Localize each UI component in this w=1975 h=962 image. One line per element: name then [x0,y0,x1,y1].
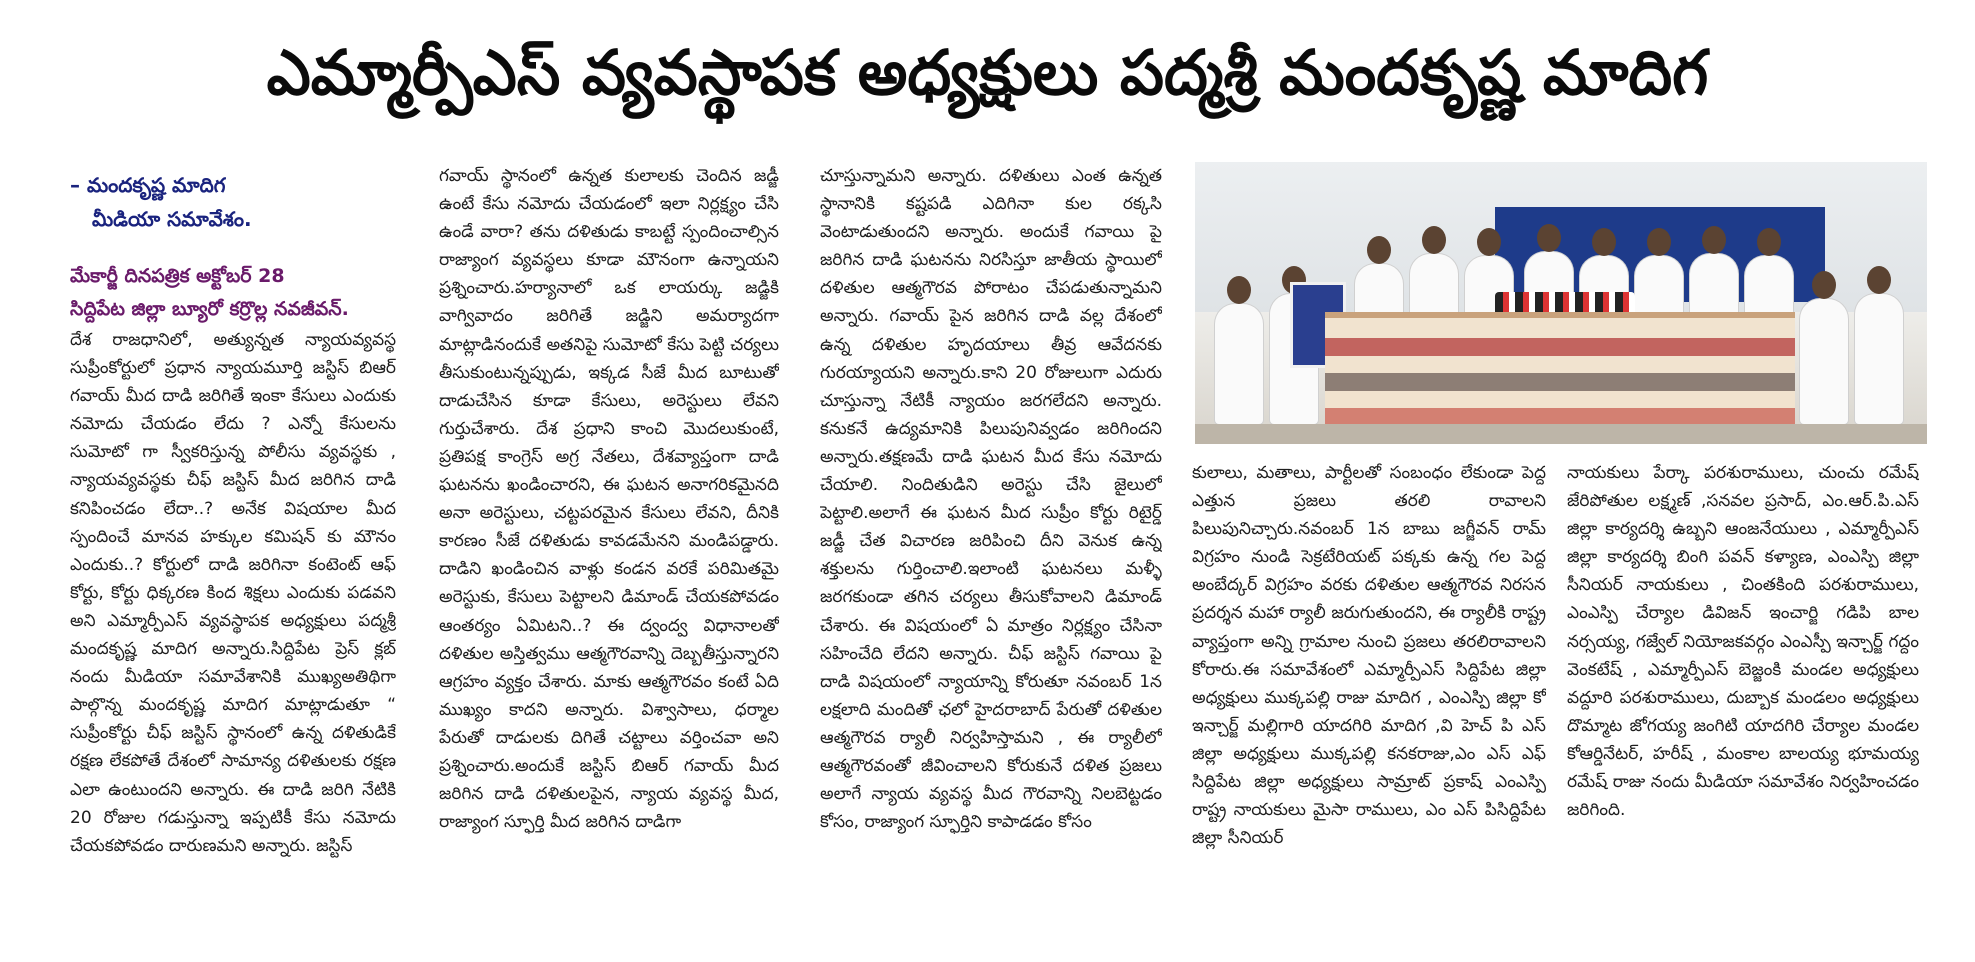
press-meet-photo [1195,162,1927,444]
photo-person [1855,294,1903,424]
column-3-text: చూస్తున్నామని అన్నారు. దళితులు ఎంత ఉన్నత స్థానానికి కష్టపడి ఎదిగినా కుల రక్కసి వెంటాడుతుందని అన్నారు. అందుకే గవాయి పై జరిగిన దాడి ఘటనను నిరసిస్తూ జాతీయ స్థాయిలో దళితుల ఆత్మగౌరవ పోరాటం చేపడుతున్నామని అన్నారు. గవాయ్ పైన జరిగిన దాడి వల్ల దేశంలో ఉన్న దళితుల హృదయాలు తీవ్ర ఆవేదనకు గురయ్యాయని అన్నారు.కాని 20 రోజులుగా ఎదురు చూస్తున్నా నేటికీ న్యాయం జరగలేదని అన్నారు. కనుకనే ఉద్యమానికి పిలుపునివ్వడం జరిగిందని అన్నారు.తక్షణమే దాడి ఘటన మీద కేసు నమోదు చేయాలి. నిందితుడిని అరెస్టు చేసి జైలులో పెట్టాలి.అలాగే ఈ ఘటన మీద సుప్రీం కోర్టు రిటైర్డ్ జడ్జీ చేత విచారణ జరిపించి దీని వెనుక ఉన్న శక్తులను గుర్తించాలి.ఇలాంటి ఘటనలు మళ్ళీ జరగకుండా తగిన చర్యలు తీసుకోవాలని డిమాండ్ చేశారు. ఈ విషయంలో ఏ మాత్రం నిర్లక్ష్యం చేసినా సహించేది లేదని అన్నారు. చీఫ్ జస్టిస్ గవాయి పై దాడి విషయంలో న్యాయాన్ని కోరుతూ నవంబర్ 1న లక్షలాది మందితో ఛలో హైదరాబాద్ పేరుతో దళితుల ఆత్మగౌరవ ర్యాలీ నిర్వహిస్తామని , ఈ ర్యాలీలో ఆత్మగౌరవంతో జీవించాలని కోరుకునే దళిత ప్రజలు అలాగే న్యాయ వ్యవస్థ మీద గౌరవాన్ని నిలబెట్టడం కోసం, రాజ్యాంగ స్ఫూర్తిని కాపాడడం కోసం [820,166,1162,833]
column-4-text: కులాలు, మతాలు, పార్టీలతో సంబంధం లేకుండా పెద్ద ఎత్తున ప్రజలు తరలి రావాలని పిలుపునిచ్చారు.నవంబర్ 1న బాబు జగ్జీవన్ రామ్ విగ్రహం నుండి సెక్రటేరియట్ పక్కకు ఉన్న గల పెద్ద అంబేద్కర్ విగ్రహం వరకు దళితుల ఆత్మగౌరవ నిరసన ప్రదర్శన మహా ర్యాలీ జరుగుతుందని, ఈ ర్యాలీకి రాష్ట్ర వ్యాప్తంగా అన్ని గ్రామాల నుంచి ప్రజలు తరలిరావాలని కోరారు.ఈ సమావేశంలో ఎమ్మార్పీఎస్ సిద్దిపేట జిల్లా అధ్యక్షులు ముక్కపల్లి రాజు మాదిగ , ఎంఎస్పి జిల్లా కో ఇన్చార్జ్ మల్లిగారి యాదగిరి మాదిగ ,వి హెచ్ పి ఎస్ జిల్లా అధ్యక్షులు ముక్కపల్లి కనకరాజు,ఎం ఎస్ ఎఫ్ సిద్దిపేట జిల్లా అధ్యక్షులు సామ్రాట్ ప్రకాష్ ఎంఎస్పి రాష్ట్ర నాయకులు మైసా రాములు, ఎం ఎస్ పిసిద్దిపేట జిల్లా సీనియర్ [1192,463,1546,849]
column-2 [439,162,779,932]
dateline-line1: మేకార్జీ దినపత్రిక అక్టోబర్ 28 [70,265,285,287]
photo-person [1800,299,1848,424]
byline-line2: మీడియా సమావేశం. [92,207,252,231]
column-1 [70,168,396,928]
column-4 [1192,459,1546,919]
column-3 [820,162,1162,932]
column-2-text: గవాయ్ స్థానంలో ఉన్నత కులాలకు చెందిన జడ్జీ ఉంటే కేసు నమోదు చేయడంలో ఇలా నిర్లక్ష్యం చేసి ఉండే వారా? తను దళితుడు కాబట్టే స్పందించాల్సిన రాజ్యాంగ వ్యవస్థలు కూడా మౌనంగా ఉన్నాయని ప్రశ్నించారు.హర్యానాలో ఒక లాయర్కు జడ్జికి వాగ్వివాదం జరిగితే జడ్జిని అమర్యాదగా మాట్లాడినందుకే అతనిపై సుమోటో కేసు పెట్టి చర్యలు తీసుకుంటున్నప్పుడు, ఇక్కడ సీజే మీద బూటుతో దాడుచేసిన కూడా కేసులు, అరెస్టులు లేవని గుర్తుచేశారు. దేశ ప్రధాని కాంచి మొదలుకుంటే, ప్రతిపక్ష కాంగ్రెస్ అగ్ర నేతలు, దేశవ్యాప్తంగా దాడి ఘటనను ఖండించారని, ఈ ఘటన అనాగరికమైనది అనా అరెస్టులు, చట్టపరమైన కేసులు లేవని, దీనికి కారణం సీజే దళితుడు కావడమేనని మండిపడ్డారు. దాడిని ఖండించిన వాళ్లు కండన వరకే పరిమితమై అరెస్టుకు, కేసులు పెట్టాలని డిమాండ్ చేయకపోవడం ఆంతర్యం ఏమిటని..? ఈ ద్వంద్వ విధానాలతో దళితుల అస్తిత్వము ఆత్మగౌరవాన్ని దెబ్బతీస్తున్నారని ఆగ్రహం వ్యక్తం చేశారు. మాకు ఆత్మగౌరవం కంటే ఏది ముఖ్యం కాదని అన్నారు. విశ్వాసాలు, ధర్మాల పేరుతో దాడులకు దిగితే చట్టాలు వర్తించవా అని ప్రశ్నించారు.అందుకే జస్టిస్ బిఆర్ గవాయ్ మీద జరిగిన దాడి దళితులపైన, న్యాయ వ్యవస్థ మీద, రాజ్యాంగ స్ఫూర్తి మీద జరిగిన దాడిగా [439,166,779,833]
dateline-line2: సిద్దిపేట జిల్లా బ్యూరో కర్రొల్ల నవజీవన్. [70,298,349,320]
photo-person [1215,304,1263,424]
photo-floor [1195,424,1927,444]
column-5 [1567,459,1919,919]
dateline [70,260,396,326]
column-5-text: నాయకులు పేర్కా పరశురాములు, చుంచు రమేష్ జేరిపోతుల లక్ష్మణ్ ,సనవల ప్రసాద్, ఎం.ఆర్.పి.ఎస్ జిల్లా కార్యదర్శి ఉబ్బని ఆంజనేయులు , ఎమ్మార్పీఎస్ జిల్లా కార్యదర్శి బింగి పవన్ కళ్యాణ, ఎంఎస్పి జిల్లా సీనియర్ నాయకులు , చింతకింది పరశురాములు, ఎంఎస్పి చేర్యాల డివిజన్ ఇంచార్జి గడిపి బాల నర్సయ్య, గజ్వేల్ నియోజకవర్గం ఎంఎస్పీ ఇన్చార్జ్ గద్దం వెంకటేష్ , ఎమ్మార్పీఎస్ బెజ్జంకి మండల అధ్యక్షులు వద్దూరి పరశురాములు, దుబ్బాక మండలం అధ్యక్షులు దొమ్మాట జోగయ్య జంగిటి యాదగిరి చేర్యాల మండల కోఆర్డినేటర్, హరీష్ , మంకాల బాలయ్య భూమయ్య రమేష్ రాజు నందు మీడియా సమావేశం నిర్వహించడం జరిగింది. [1567,463,1919,821]
column-1-text: దేశ రాజధానిలో, అత్యున్నత న్యాయవ్యవస్థ సుప్రీంకోర్టులో ప్రధాన న్యాయమూర్తి జస్టిస్ బిఆర్ గవాయ్ మీద దాడి జరిగితే ఇంకా కేసులు ఎందుకు నమోదు చేయడం లేదు ? ఎన్నో కేసులను సుమోటో గా స్వీకరిస్తున్న పోలీసు వ్యవస్థకు , న్యాయవ్యవస్థకు చీఫ్ జస్టిస్ మీద జరిగిన దాడి కనిపించడం లేదా..? అనేక విషయాల మీద స్పందించే మానవ హక్కుల కమిషన్ కు మౌనం ఎందుకు..? కోర్టులో దాడి జరిగినా కంటెంట్ ఆఫ్ కోర్టు, కోర్టు ధిక్కరణ కింద శిక్షలు ఎందుకు పడవని అని ఎమ్మార్పీఎస్ వ్యవస్థాపక అధ్యక్షులు పద్మశ్రీ మందకృష్ణ మాదిగ అన్నారు.సిద్దిపేట ప్రెస్ క్లబ్ నందు మీడియా సమావేశానికి ముఖ్యఅతిథిగా పాల్గొన్న మందకృష్ణ మాదిగ మాట్లాడుతూ “ సుప్రీంకోర్టు చీఫ్ జస్టిస్ స్థానంలో ఉన్న దళితుడికే రక్షణ లేకపోతే దేశంలో సామాన్య దళితులకు రక్షణ ఎలా ఉంటుందని అన్నారు. ఈ దాడి జరిగి నేటికి 20 రోజుల గడుస్తున్నా ఇప్పటికీ కేసు నమోదు చేయకపోవడం దారుణమని అన్నారు. జస్టిస్ [70,330,396,856]
headline: ఎమ్మార్పీఎస్ వ్యవస్థాపక అధ్యక్షులు పద్మశ్రీ మందకృష్ణ మాదిగ [266,36,1709,109]
byline [70,168,396,236]
byline-line1: – మందకృష్ణ మాదిగ [70,173,226,197]
photo-table [1325,312,1795,438]
